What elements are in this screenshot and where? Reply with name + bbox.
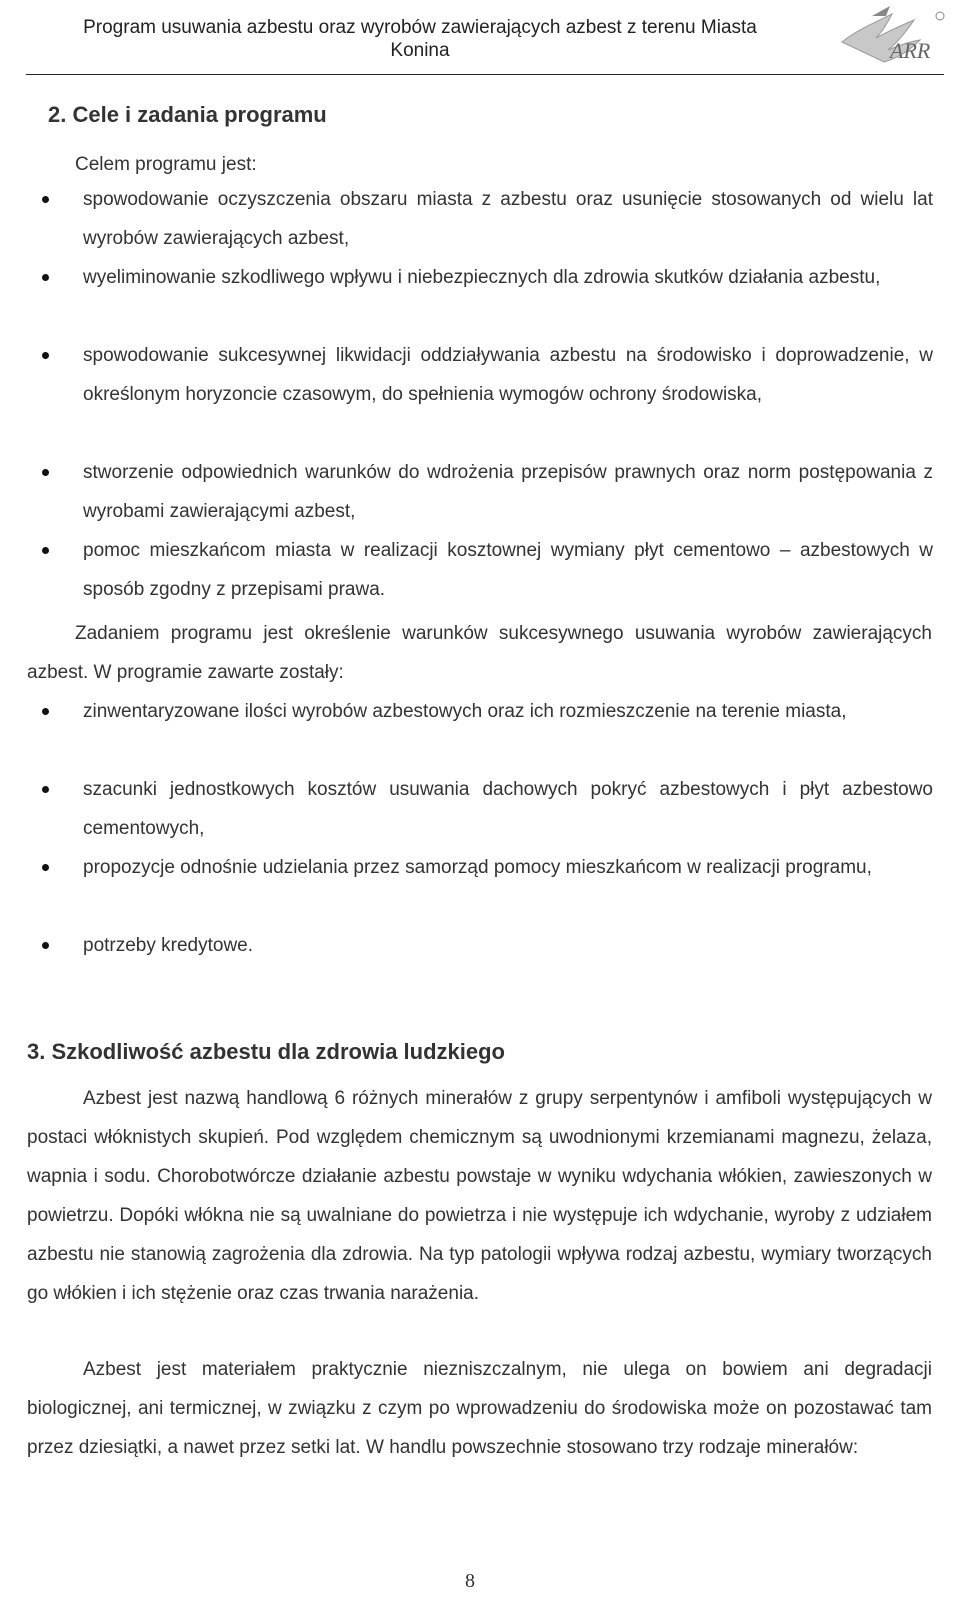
list-item: zinwentaryzowane ilości wyrobów azbestowych oraz ich rozmieszczenie na terenie miasta, [0,692,933,770]
bullet-icon [42,708,49,715]
list-item: spowodowanie sukcesywnej likwidacji oddziaływania azbestu na środowisko i doprowadzenie, w określonym horyzoncie czasowym, do spełnienia wymogów ochrony środowiska, [0,336,933,453]
asbestus-paragraph-2: Azbest jest materiałem praktycznie niezniszczalnym, nie ulega on bowiem ani degradacji biologicznej, ani termicznej, w związku z czym po wprowadzeniu do środowiska może on pozostawać tam przez dziesiątki, a nawet przez setki lat. W handlu powszechnie stosowano trzy rodzaje minerałów: [27,1359,932,1458]
bird-logo-icon [832,2,952,72]
list-item: propozycje odnośnie udzielania przez samorząd pomocy mieszkańcom w realizacji programu, [0,848,933,926]
list-item: szacunki jednostkowych kosztów usuwania dachowych pokryć azbestowych i płyt azbestowo cementowych, [0,770,933,848]
bullet-icon [42,274,49,281]
header-divider [26,74,944,75]
goals-list [0,180,933,609]
page-number: 8 [465,1570,475,1592]
section-3-heading: 3. Szkodliwość azbestu dla zdrowia ludzkiego [27,1039,505,1064]
goals-intro: Celem programu jest: [75,154,257,175]
list-item: wyeliminowanie szkodliwego wpływu i niebezpiecznych dla zdrowia skutków działania azbestu, [0,258,933,336]
bullet-icon [42,469,49,476]
header-title: Program usuwania azbestu oraz wyrobów zawierających azbest z terenu Miasta Konina [83,17,757,61]
page-header [0,0,960,76]
tasks-paragraph: Zadaniem programu jest określenie warunków sukcesywnego usuwania wyrobów zawierających azbest. W programie zawarte zostały: [27,623,932,683]
bullet-icon [42,352,49,359]
list-item: potrzeby kredytowe. [0,926,933,965]
list-item: stworzenie odpowiednich warunków do wdrożenia przepisów prawnych oraz norm postępowania z wyrobami zawierającymi azbest, [0,453,933,531]
bullet-icon [42,942,49,949]
bullet-icon [42,864,49,871]
bullet-icon [42,547,49,554]
list-item: pomoc mieszkańcom miasta w realizacji kosztownej wymiany płyt cementowo – azbestowych w sposób zgodny z przepisami prawa. [0,531,933,609]
bullet-icon [42,786,49,793]
list-item: spowodowanie oczyszczenia obszaru miasta z azbestu oraz usunięcie stosowanych od wielu lat wyrobów zawierających azbest, [0,180,933,258]
bullet-icon [42,196,49,203]
section-2-heading: 2. Cele i zadania programu [48,102,327,127]
svg-text:ARR: ARR [890,38,931,63]
program-contents-list [0,692,933,965]
asbestus-paragraph-1: Azbest jest nazwą handlową 6 różnych minerałów z grupy serpentynów i amfiboli występujących w postaci włóknistych skupień. Pod względem chemicznym są uwodnionymi krzemianami magnezu, żelaza, wapnia i sodu. Chorobotwórcze działanie azbestu powstaje w wyniku wdychania włókien, zawieszonych w powietrzu. Dopóki włókna nie są uwalniane do powietrza i nie występuje ich wdychanie, wyroby z udziałem azbestu nie stanowią zagrożenia dla zdrowia. Na typ patologii wpływa rodzaj azbestu, wymiary tworzących go włókien i ich stężenie oraz czas trwania narażenia. [27,1088,932,1304]
